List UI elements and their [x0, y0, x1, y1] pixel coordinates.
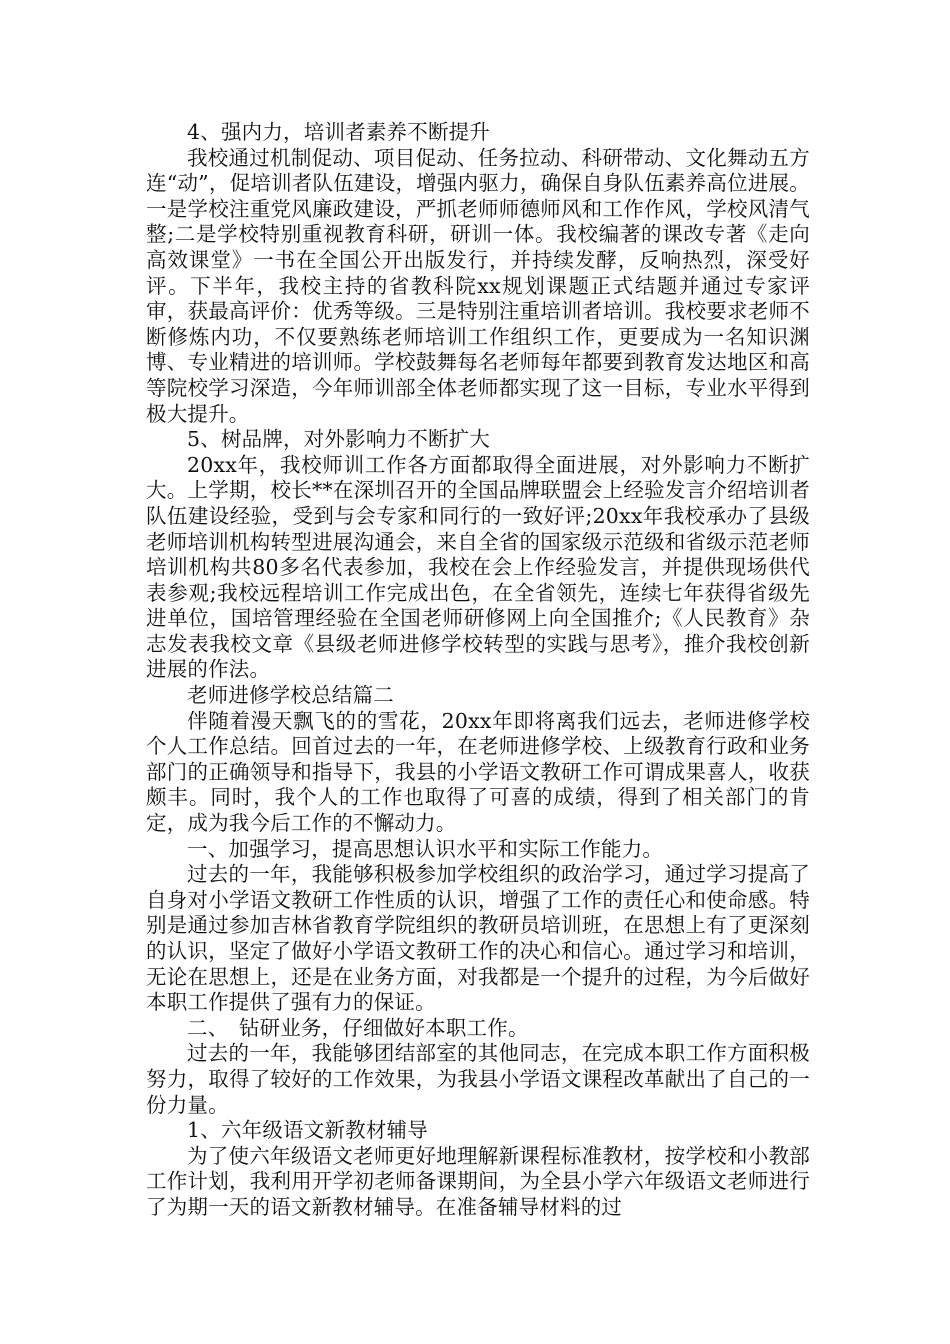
- body-paragraph: 伴随着漫天飘飞的的雪花，20xx年即将离我们远去，老师进修学校个人工作总结。回首过去的一年，在老师进修学校、上级教育行政和业务部门的正确领导和指导下，我县的小学语文教研工作可谓成果喜人，收获颇丰。同时，我个人的工作也取得了可喜的成绩，得到了相关部门的肯定，成为我今后工作的不懈动力。: [146, 708, 810, 836]
- subsection-heading-1: 1、六年级语文新教材辅导: [187, 1118, 428, 1143]
- body-paragraph: 过去的一年，我能够积极参加学校组织的政治学习，通过学习提高了自身对小学语文教研工作性质的认识，增强了工作的责任心和使命感。特别是通过参加吉林省教育学院组织的教研员培训班，在思想上有了更深刻的认识，坚定了做好小学语文教研工作的决心和信心。通过学习和培训，无论在思想上，还是在业务方面，对我都是一个提升的过程，为今后做好本职工作提供了强有力的保证。: [146, 862, 810, 1015]
- section-heading-5: 5、树品牌，对外影响力不断扩大: [187, 427, 491, 452]
- article-title: 老师进修学校总结篇二: [187, 683, 394, 708]
- section-heading-4: 4、强内力，培训者素养不断提升: [187, 120, 491, 144]
- section-heading-1: 一、加强学习，提高思想认识水平和实际工作能力。: [187, 836, 664, 861]
- section-heading-2: 二、 钻研业务，仔细做好本职工作。: [187, 1015, 529, 1040]
- body-paragraph: 20xx年，我校师训工作各方面都取得全面进展，对外影响力不断扩大。上学期，校长**在深圳召开的全国品牌联盟会上经验发言介绍培训者队伍建设经验，受到与会专家和同行的一致好评;20xx年我校承办了县级老师培训机构转型进展沟通会，来自全省的国家级示范级和省级示范老师培训机构共80多名代表参加，我校在会上作经验发言，并提供现场供代表参观;我校远程培训工作完成出色，在全省领先，连续七年获得省级先进单位，国培管理经验在全国老师研修网上向全国推介;《人民教育》杂志发表我校文章《县级老师进修学校转型的实践与思考》，推介我校创新进展的作法。: [146, 452, 810, 682]
- document-page: [146, 120, 810, 1221]
- body-paragraph: 为了使六年级语文老师更好地理解新课程标准教材，按学校和小教部工作计划，我利用开学初老师备课期间，为全县小学六年级语文老师进行了为期一天的语文新教材辅导。在准备辅导材料的过: [146, 1143, 810, 1219]
- body-paragraph: 过去的一年，我能够团结部室的其他同志，在完成本职工作方面积极努力，取得了较好的工作效果，为我县小学语文课程改革献出了自己的一份力量。: [146, 1041, 810, 1117]
- body-paragraph: 我校通过机制促动、项目促动、任务拉动、科研带动、文化舞动五方连“动”，促培训者队伍建设，增强内驱力，确保自身队伍素养高位进展。一是学校注重党风廉政建设，严抓老师师德师风和工作作风，学校风清气整;二是学校特别重视教育科研，研训一体。我校编著的课改专著《走向高效课堂》一书在全国公开出版发行，并持续发酵，反响热烈，深受好评。下半年，我校主持的省教科院xx规划课题正式结题并通过专家评审，获最高评价：优秀等级。三是特别注重培训者培训。我校要求老师不断修炼内功，不仅要熟练老师培训工作组织工作，更要成为一名知识渊博、专业精进的培训师。学校鼓舞每名老师每年都要到教育发达地区和高等院校学习深造，今年师训部全体老师都实现了这一目标，专业水平得到极大提升。: [146, 145, 810, 426]
